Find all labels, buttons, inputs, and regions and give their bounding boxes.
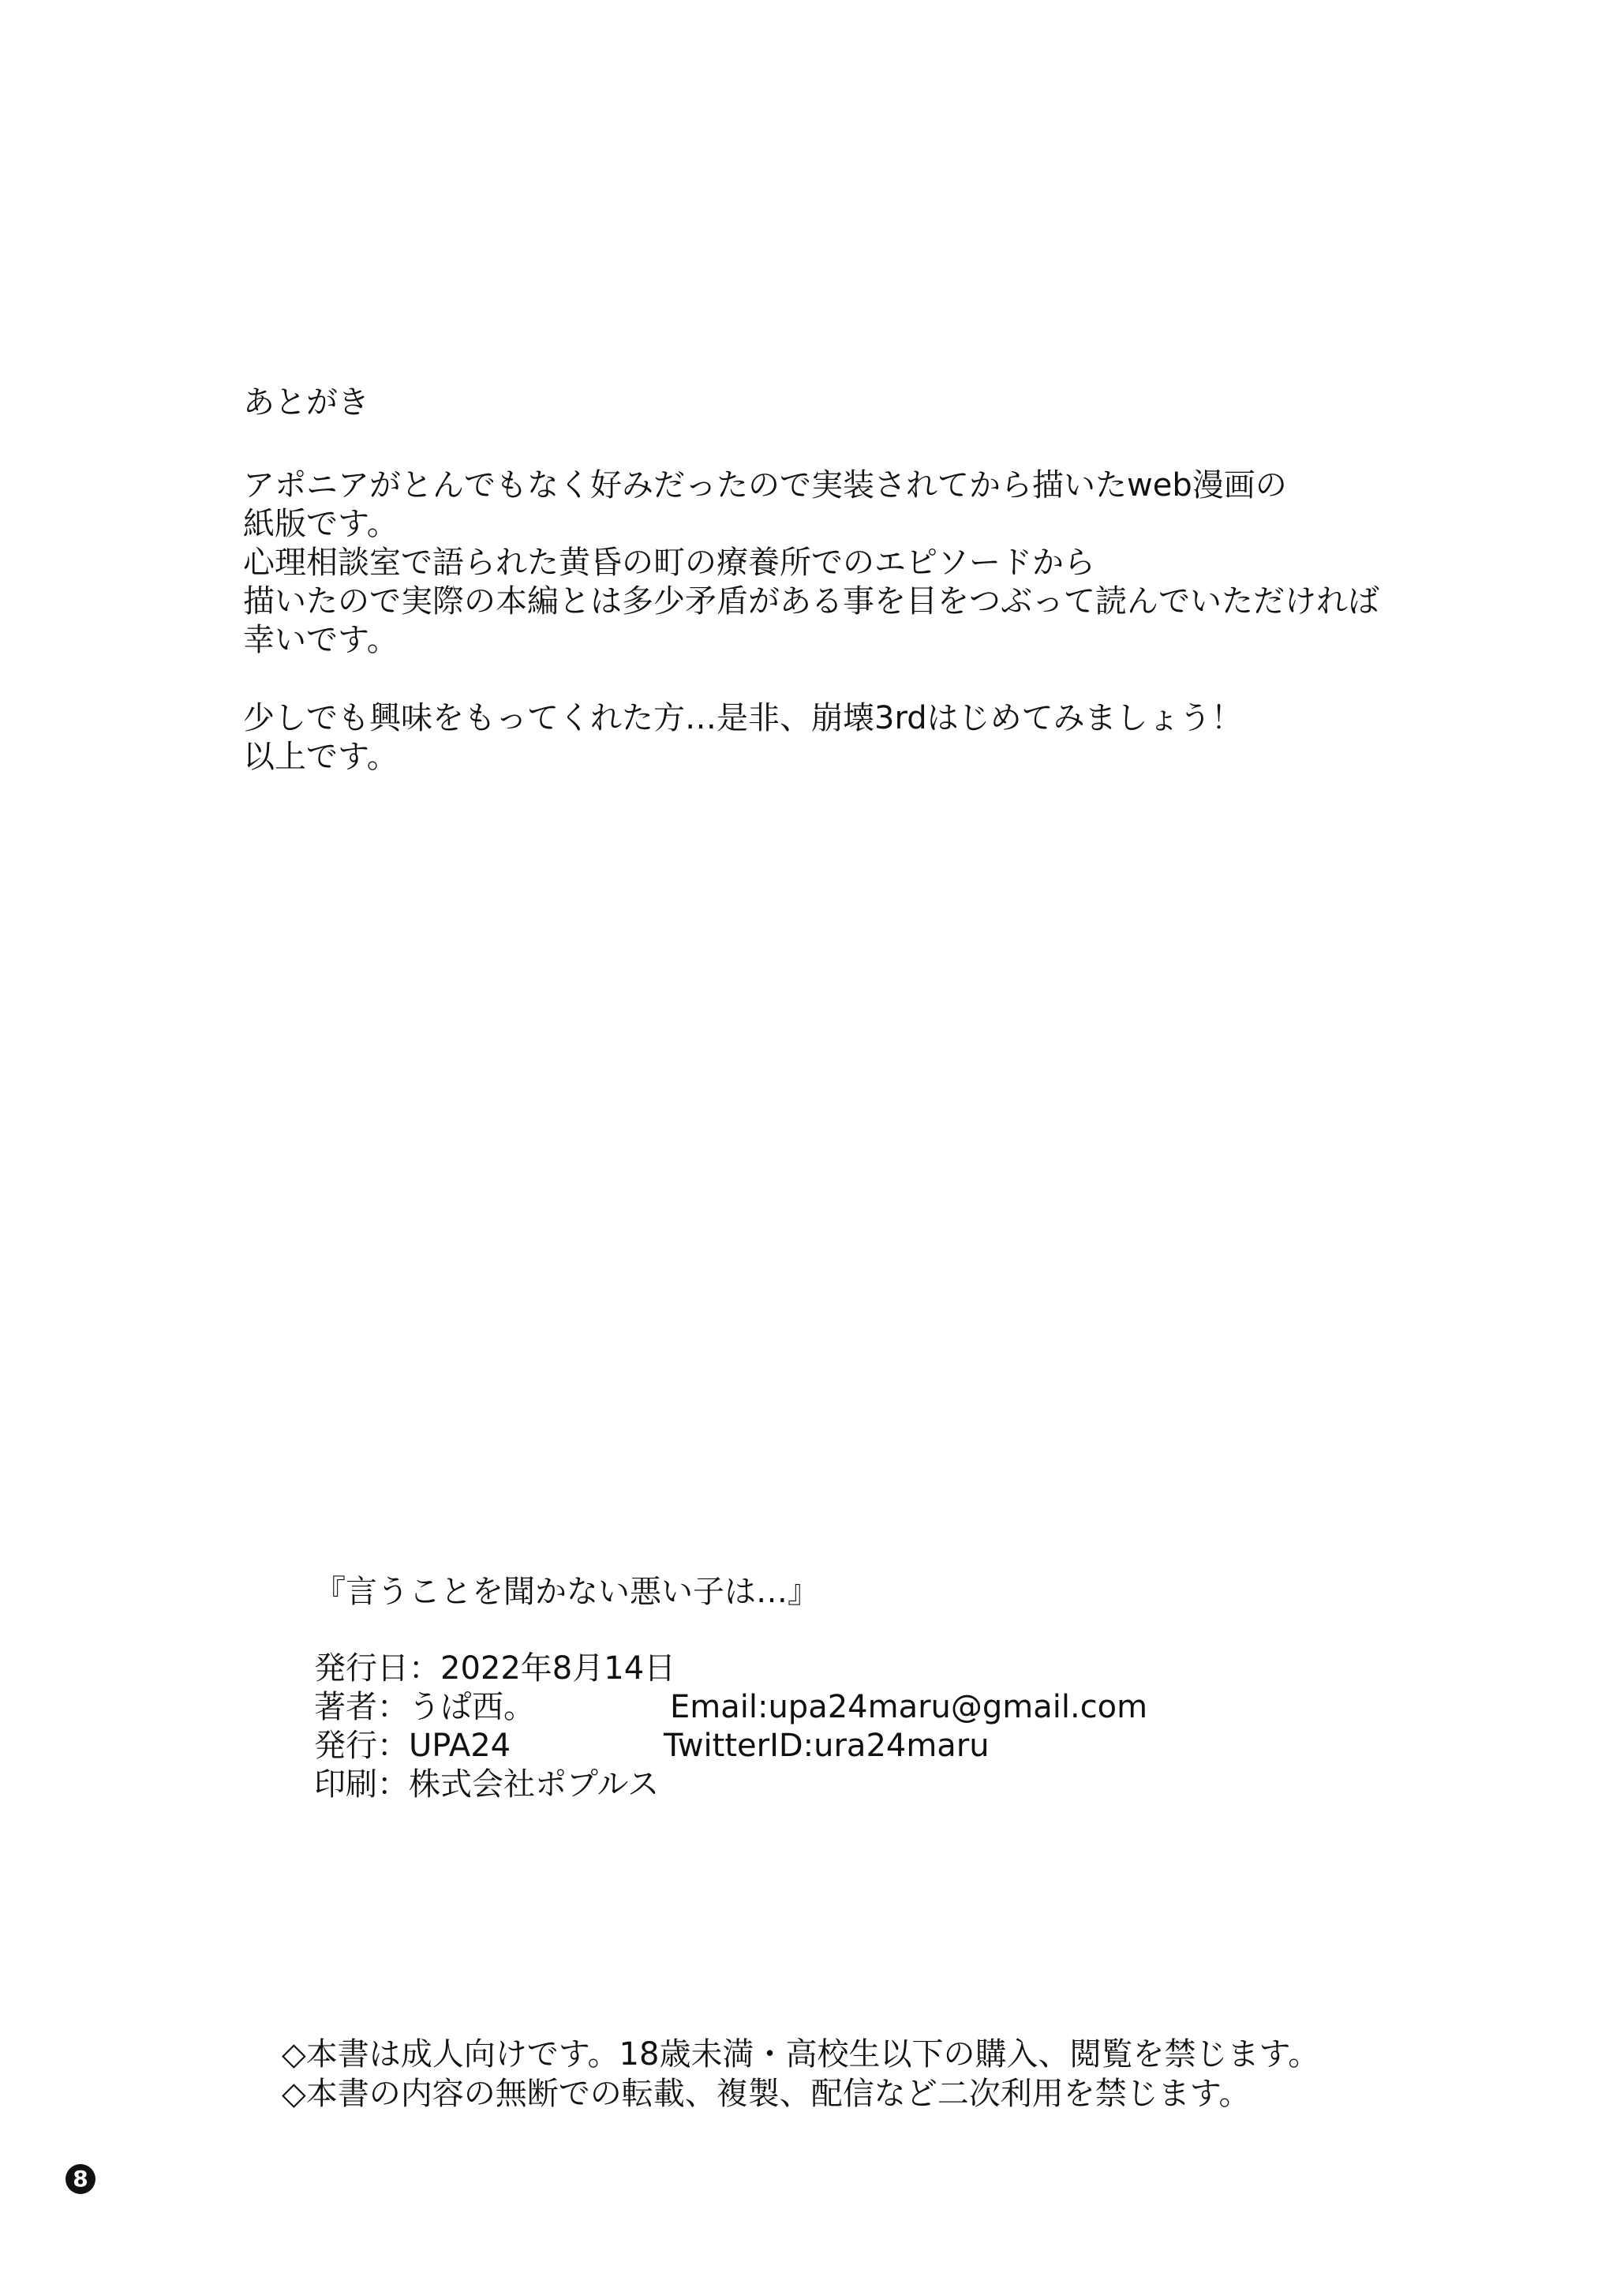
afterword-line: 紙版です。: [243, 506, 399, 542]
colophon-row-publisher: [314, 1727, 1419, 1766]
author: 著者：うぱ西。: [314, 1689, 535, 1725]
issue-date: 発行日：2022年8月14日: [314, 1650, 676, 1687]
book-title: 『言うことを聞かない悪い子は…』: [314, 1574, 819, 1610]
afterword-heading: あとがき: [243, 384, 369, 421]
colophon-row-author: [314, 1688, 1419, 1727]
afterword-line: 少しでも興味をもってくれた方…是非、崩壊3rdはじめてみましょう！: [243, 700, 1243, 736]
afterword-line: アポニアがとんでもなく好みだったので実装されてから描いたweb漫画の: [243, 467, 1287, 504]
notice-adult-only: ◇本書は成人向けです。18歳未満・高校生以下の購入、閲覧を禁じます。: [282, 2036, 1320, 2073]
notice-no-redistribution: ◇本書の内容の無断での転載、複製、配信など二次利用を禁じます。: [282, 2076, 1251, 2112]
page-number-badge: 8: [65, 2164, 95, 2194]
notices-section: [282, 2035, 1465, 2114]
email-address: Email:upa24maru@gmail.com: [670, 1689, 1148, 1725]
afterword-section: [243, 384, 1474, 816]
colophon-row-date: [314, 1650, 1419, 1688]
afterword-line: 描いたので実際の本編とは多少矛盾がある事を目をつぶって読んでいただければ: [243, 583, 1379, 620]
afterword-line: 心理相談室で語られた黄昏の町の療養所でのエピソードから: [243, 545, 1095, 581]
publisher: 発行：UPA24: [314, 1728, 511, 1764]
colophon-row-printer: [314, 1766, 1419, 1804]
afterword-line: 幸いです。: [243, 622, 399, 658]
afterword-line: 以上です。: [243, 739, 399, 775]
twitter-id: TwitterID:ura24maru: [664, 1728, 990, 1764]
afterword-paragraph-2: [243, 699, 1474, 777]
printer: 印刷：株式会社ポプルス: [314, 1766, 660, 1803]
colophon-section: [314, 1572, 1419, 1804]
afterword-paragraph-1: [243, 466, 1474, 660]
